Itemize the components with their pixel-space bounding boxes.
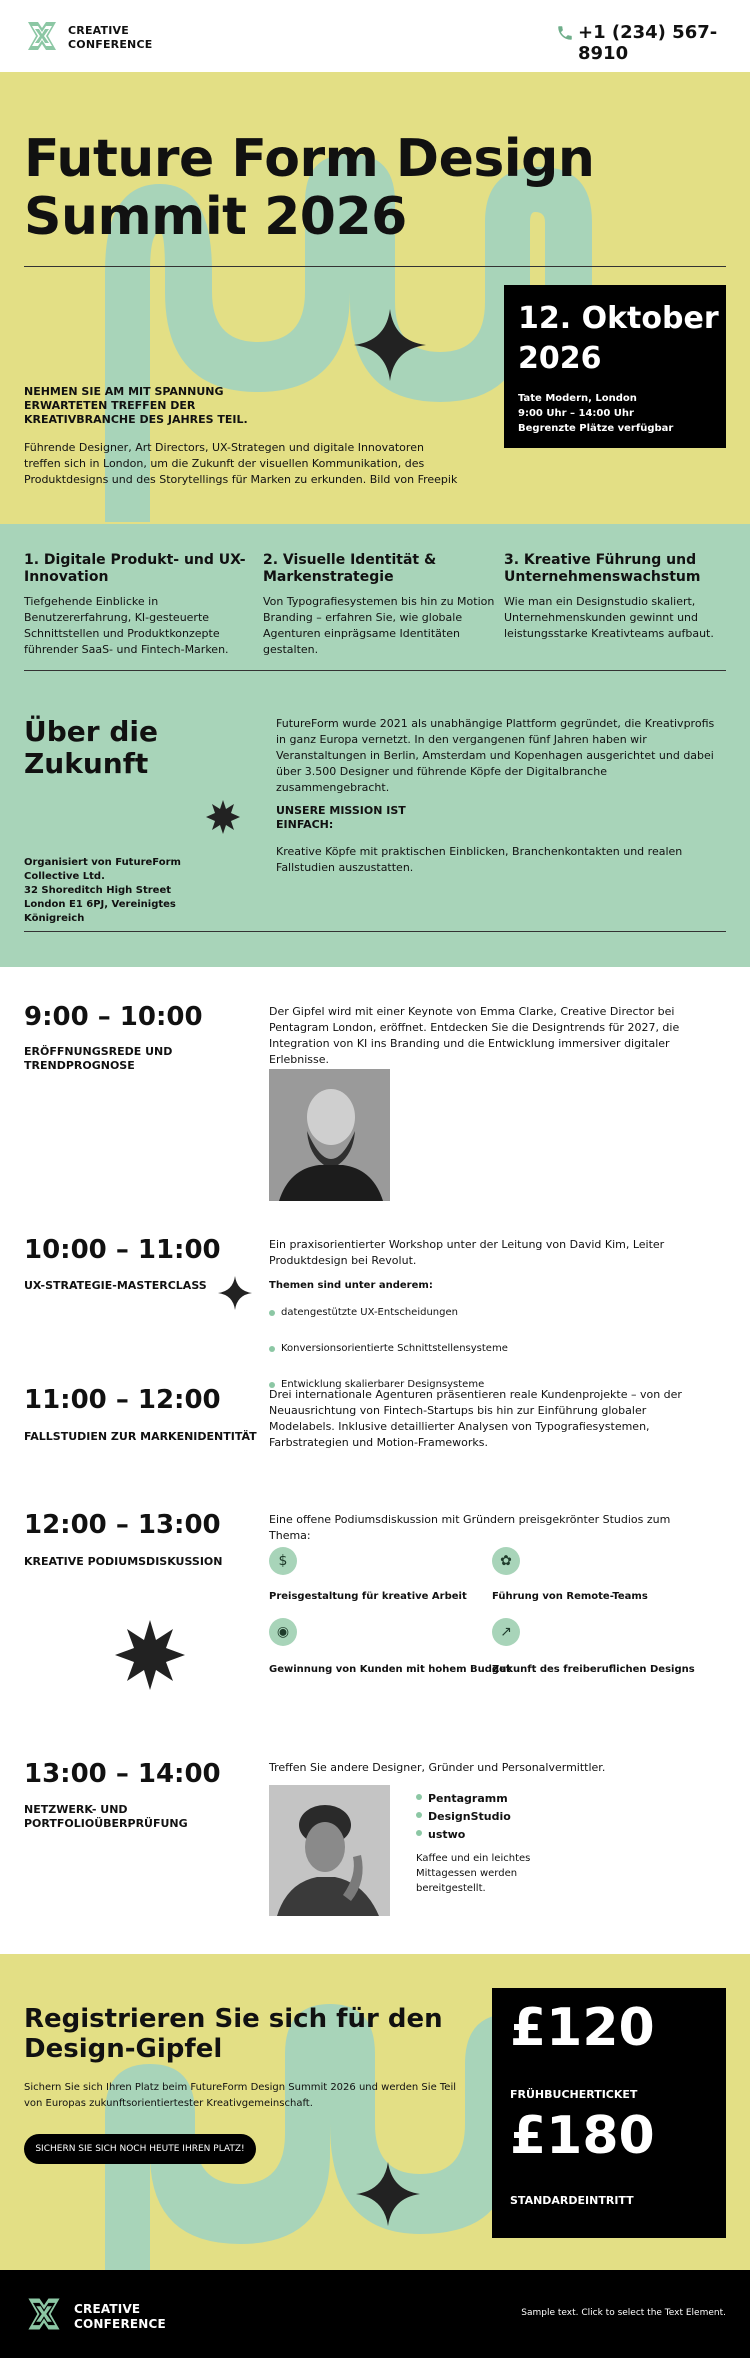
footer-note: Sample text. Click to select the Text Element. bbox=[521, 2308, 726, 2318]
topic-label: Führung von Remote-Teams bbox=[492, 1591, 648, 1602]
event-hours: 9:00 Uhr – 14:00 Uhr bbox=[518, 408, 634, 419]
price-early: £120 bbox=[510, 1998, 655, 2058]
register-button[interactable]: SICHERN SIE SICH NOCH HEUTE IHREN PLATZ! bbox=[24, 2134, 256, 2164]
slot5-subtitle: NETZWERK- UND PORTFOLIOÜBERPRÜFUNG bbox=[24, 1803, 188, 1830]
hero-title-line1: Future Form Design bbox=[24, 129, 595, 189]
feature-text: Tiefgehende Einblicke in Benutzererfahrung, KI-gesteuerte Schnittstellen und Produktkonzepte führender SaaS- und Fintech-Marken. bbox=[24, 595, 229, 656]
logo-icon[interactable] bbox=[24, 18, 60, 54]
slot3-subtitle: FALLSTUDIEN ZUR MARKENIDENTITÄT bbox=[24, 1430, 257, 1443]
feature-card-2 bbox=[263, 552, 495, 658]
slot2-subtitle: UX-STRATEGIE-MASTERCLASS bbox=[24, 1279, 207, 1292]
phone-icon bbox=[556, 24, 574, 42]
hero-title bbox=[24, 130, 594, 246]
slot2-text: Ein praxisorientierter Workshop unter der Leitung von David Kim, Leiter Produktdesign bei Revolut. bbox=[269, 1238, 665, 1267]
register-section bbox=[0, 1954, 750, 2270]
slot5-text: Treffen Sie andere Designer, Gründer und Personalvermittler. bbox=[269, 1761, 606, 1774]
about-title-line1: Über die bbox=[24, 715, 158, 748]
schedule-section bbox=[0, 967, 750, 1954]
bullet-item: datengestützte UX-Entscheidungen bbox=[269, 1306, 750, 1320]
logo-line2: CONFERENCE bbox=[68, 38, 153, 51]
slot2-topics-title: Themen sind unter anderem: bbox=[269, 1280, 433, 1291]
topic-label: Preisgestaltung für kreative Arbeit bbox=[269, 1591, 467, 1602]
organizer-address1: 32 Shoreditch High Street bbox=[24, 885, 172, 896]
feature-card-1 bbox=[24, 552, 256, 658]
footer-logo-text[interactable] bbox=[74, 2302, 166, 2332]
event-details bbox=[518, 391, 673, 436]
sparkle-icon bbox=[354, 309, 426, 381]
chart-icon: ↗ bbox=[492, 1618, 520, 1646]
slot1-text: Der Gipfel wird mit einer Keynote von Emma Clarke, Creative Director bei Pentagram London, eröffnet. Entdecken Sie die Designtrends für 2027, die Integration von KI ins Branding und die Entwicklung immersiver digitaler Erlebnisse. bbox=[269, 1005, 680, 1066]
bullet-item: Konversionsorientierte Schnittstellensysteme bbox=[269, 1342, 750, 1356]
site-footer bbox=[0, 2270, 750, 2358]
slot4-text: Eine offene Podiumsdiskussion mit Gründern preisgekrönter Studios zum Thema: bbox=[269, 1513, 671, 1542]
mission-title: UNSERE MISSION IST EINFACH: bbox=[276, 804, 406, 831]
slot1-time: 9:00 – 10:00 bbox=[24, 1002, 203, 1032]
slot5-time: 13:00 – 14:00 bbox=[24, 1759, 221, 1789]
event-date-line1: 12. Oktober bbox=[518, 301, 719, 336]
team-icon: ✿ bbox=[492, 1547, 520, 1575]
slot3-time: 11:00 – 12:00 bbox=[24, 1385, 221, 1415]
about-text: FutureForm wurde 2021 als unabhängige Plattform gegründet, die Kreativprofis in ganz Europa vernetzt. In den vergangenen fünf Jahren haben wir Veranstaltungen in Berlin, Amsterdam und Kopenhagen ausgerichtet und dabei über 3.500 Designer und führende Köpfe der Digitalbranche zusammengebracht. bbox=[276, 717, 715, 794]
price-standard: £180 bbox=[510, 2106, 655, 2166]
about-title bbox=[24, 716, 158, 780]
logo-icon[interactable] bbox=[24, 2294, 64, 2334]
organizer-address2: London E1 6PJ, Vereinigtes Königreich bbox=[24, 899, 176, 924]
price-standard-label: STANDARDEINTRITT bbox=[510, 2194, 634, 2207]
about-title-line2: Zukunft bbox=[24, 747, 149, 780]
price-early-label: FRÜHBUCHERTICKET bbox=[510, 2088, 638, 2101]
event-info-box bbox=[504, 285, 726, 448]
about-section bbox=[0, 670, 750, 967]
feature-title: 1. Digitale Produkt- und UX-Innovation bbox=[24, 552, 246, 585]
organizer-name: Organisiert von FutureForm Collective Ltd. bbox=[24, 857, 181, 882]
sparkle-icon bbox=[356, 2162, 420, 2226]
price-tag-icon: $ bbox=[269, 1547, 297, 1575]
slot1-subtitle: ERÖFFNUNGSREDE UND TRENDPROGNOSE bbox=[24, 1045, 173, 1072]
phone-number[interactable]: +1 (234) 567-8910 bbox=[578, 22, 718, 64]
organizer-info bbox=[24, 856, 234, 926]
feature-title: 3. Kreative Führung und Unternehmenswachstum bbox=[504, 552, 701, 585]
slot5-note: Kaffee und ein leichtes Mittagessen werden bereitgestellt. bbox=[416, 1853, 531, 1894]
about-bottom-divider bbox=[24, 931, 726, 932]
agency-item: Pentagramm bbox=[416, 1790, 511, 1808]
slot4-time: 12:00 – 13:00 bbox=[24, 1510, 221, 1540]
sparkle-small-icon bbox=[218, 1276, 252, 1310]
agency-list bbox=[416, 1790, 511, 1844]
hero-title-line2: Summit 2026 bbox=[24, 187, 407, 247]
speaker-photo-1 bbox=[269, 1069, 390, 1201]
mission-text: Kreative Köpfe mit praktischen Einblicken, Branchenkontakten und realen Fallstudien auszustatten. bbox=[276, 845, 683, 874]
event-date-line2: 2026 bbox=[518, 341, 602, 376]
slot3-text: Drei internationale Agenturen präsentieren reale Kundenprojekte – von der Neuausrichtung von Fintech-Startups bis hin zur Einführung globaler Modelabels. Inklusive detaillierter Analysen von Typografiesystemen, Farbstrategien und Motion-Frameworks. bbox=[269, 1388, 682, 1449]
speaker-photo-2 bbox=[269, 1785, 390, 1916]
logo-text[interactable] bbox=[68, 24, 152, 52]
hero-intro-title: NEHMEN SIE AM MIT SPANNUNG ERWARTETEN TREFFEN DER KREATIVBRANCHE DES JAHRES TEIL. bbox=[24, 385, 248, 426]
slot4-subtitle: KREATIVE PODIUMSDISKUSSION bbox=[24, 1555, 223, 1568]
topic-label: Gewinnung von Kunden mit hohem Budget bbox=[269, 1664, 511, 1675]
hero-section bbox=[0, 72, 750, 524]
event-seats: Begrenzte Plätze verfügbar bbox=[518, 423, 674, 434]
starburst-large-icon bbox=[115, 1620, 185, 1690]
topic-label: Zukunft des freiberuflichen Designs bbox=[492, 1664, 695, 1675]
hero-intro-text: Führende Designer, Art Directors, UX-Strategen und digitale Innovatoren treffen sich in London, um die Zukunft der visuellen Kommunikation, des Produktdesigns und des Storytellings für Marken zu erkunden. Bild von Freepik bbox=[24, 441, 458, 486]
logo-line1: CREATIVE bbox=[68, 24, 129, 37]
feature-title: 2. Visuelle Identität & Markenstrategie bbox=[263, 552, 437, 585]
feature-card-3 bbox=[504, 552, 726, 642]
about-top-divider bbox=[24, 670, 726, 671]
feature-text: Von Typografiesystemen bis hin zu Motion Branding – erfahren Sie, wie globale Agenturen einprägsame Identitäten gestalten. bbox=[263, 595, 495, 656]
event-date bbox=[518, 299, 719, 379]
pricing-box bbox=[492, 1988, 726, 2238]
features-section bbox=[0, 524, 750, 670]
client-icon: ◉ bbox=[269, 1618, 297, 1646]
hero-divider bbox=[24, 266, 726, 267]
site-header bbox=[0, 0, 750, 72]
agency-item: DesignStudio bbox=[416, 1808, 511, 1826]
agency-item: ustwo bbox=[416, 1826, 511, 1844]
logo-line1: CREATIVE bbox=[74, 2302, 141, 2316]
slot2-time: 10:00 – 11:00 bbox=[24, 1235, 221, 1265]
register-title-line2: Design-Gipfel bbox=[24, 2034, 223, 2064]
starburst-icon bbox=[206, 800, 240, 834]
bullet-item: Entwicklung skalierbarer Designsysteme bbox=[269, 1378, 750, 1392]
register-title-line1: Registrieren Sie sich für den bbox=[24, 2004, 443, 2034]
register-title bbox=[24, 2004, 443, 2064]
event-venue: Tate Modern, London bbox=[518, 393, 637, 404]
feature-text: Wie man ein Designstudio skaliert, Unternehmenskunden gewinnt und leistungsstarke Kreativteams aufbaut. bbox=[504, 595, 714, 640]
logo-line2: CONFERENCE bbox=[74, 2317, 166, 2331]
register-text: Sichern Sie sich Ihren Platz beim FutureForm Design Summit 2026 und werden Sie Teil von Europas zukunftsorientiertester Kreativgemeinschaft. bbox=[24, 2082, 457, 2109]
